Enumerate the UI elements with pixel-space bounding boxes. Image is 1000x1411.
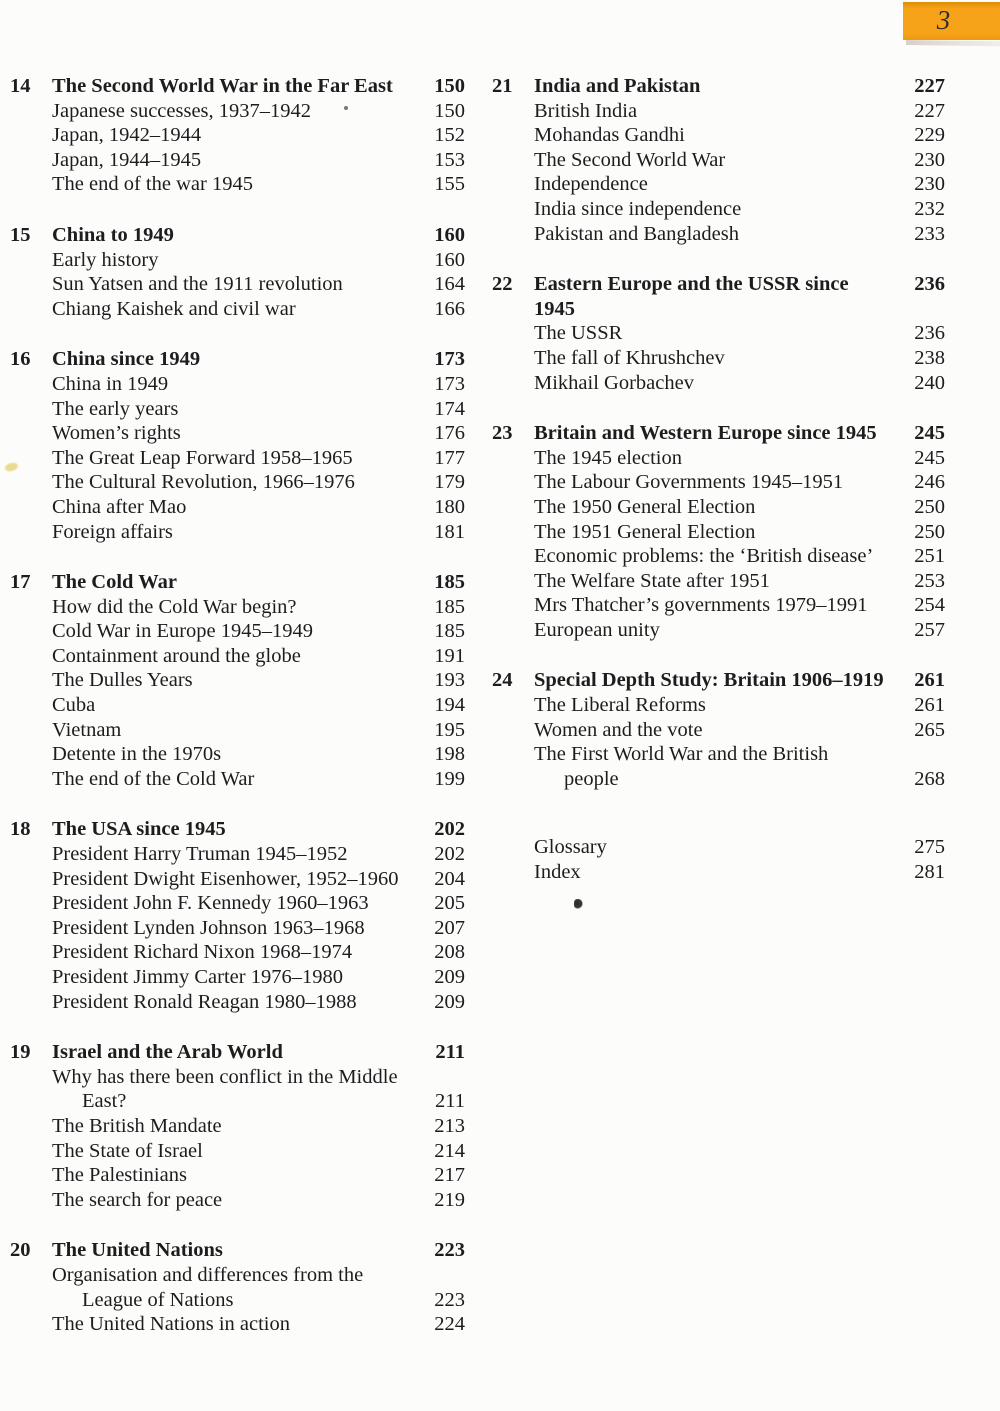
- toc-entry-label: Why has there been conflict in the Middle: [52, 1065, 398, 1088]
- toc-entry: [52, 619, 465, 644]
- toc-entry-page: 150: [434, 99, 465, 122]
- toc-entry-page: 202: [434, 843, 465, 866]
- toc-entry-label: Women and the vote: [534, 718, 703, 741]
- toc-entry-label: Japan, 1942–1944: [52, 124, 202, 147]
- toc-entry-label: Japan, 1944–1945: [52, 148, 202, 171]
- toc-entry-label: The 1951 General Election: [534, 520, 756, 543]
- chapter-number: 21: [492, 75, 513, 97]
- toc-entry-label: Israel and the Arab World: [52, 1041, 283, 1064]
- toc-chapter: [492, 272, 945, 395]
- toc-entry-label: The State of Israel: [52, 1139, 203, 1162]
- toc-entry: [52, 990, 465, 1015]
- toc-chapter: [492, 74, 945, 246]
- toc-entry-label: The 1945 election: [534, 446, 683, 469]
- toc-entry: [534, 272, 945, 321]
- toc-chapter: [10, 1238, 465, 1336]
- toc-entry: [534, 718, 945, 743]
- toc-entry: [534, 544, 945, 569]
- toc-entry-label: The end of the war 1945: [52, 173, 253, 196]
- toc-entry-label: President Dwight Eisenhower, 1952–1960: [52, 867, 399, 890]
- toc-entry-label: The Cold War: [52, 571, 177, 594]
- toc-entry-page: 185: [434, 620, 465, 643]
- toc-entry: [52, 520, 465, 545]
- toc-entry: [52, 1188, 465, 1213]
- toc-entry-label: Japanese successes, 1937–1942: [52, 99, 312, 122]
- toc-entry-page: 198: [434, 743, 465, 766]
- toc-entry-label: East?: [82, 1090, 127, 1113]
- toc-entry-label: President Ronald Reagan 1980–1988: [52, 990, 357, 1013]
- toc-entry-label: President Richard Nixon 1968–1974: [52, 941, 353, 964]
- toc-entry-label: How did the Cold War begin?: [52, 595, 297, 618]
- toc-entry-label: League of Nations: [82, 1288, 234, 1311]
- toc-entry: [52, 1288, 465, 1313]
- chapter-number: 17: [10, 571, 31, 594]
- toc-entry-page: 261: [914, 694, 945, 717]
- toc-entry-page: 179: [434, 471, 465, 494]
- ink-dot: [344, 106, 348, 110]
- toc-entry: [534, 197, 945, 222]
- toc-entry-page: 150: [434, 75, 465, 97]
- toc-entry-label: Glossary: [534, 836, 607, 859]
- toc-entry-page: 261: [914, 669, 945, 692]
- toc-entry: [52, 495, 465, 520]
- toc-entry-page: 219: [434, 1188, 465, 1211]
- toc-entry-label: The United Nations: [52, 1239, 223, 1262]
- toc-entry-page: 254: [914, 594, 945, 617]
- toc-entry-page: 166: [434, 297, 465, 320]
- toc-chapter: [10, 817, 465, 1014]
- toc-entry-label: Containment around the globe: [52, 644, 301, 667]
- chapter-number: 19: [10, 1041, 31, 1064]
- toc-entry-label: President Lynden Johnson 1963–1968: [52, 916, 365, 939]
- toc-entry: [534, 693, 945, 718]
- toc-entry: [52, 718, 465, 743]
- toc-entry-label: The United Nations in action: [52, 1313, 290, 1336]
- toc-entry: [52, 644, 465, 669]
- toc-chapter: [10, 1040, 465, 1212]
- toc-entry: [52, 397, 465, 422]
- toc-entry-page: 207: [434, 916, 465, 939]
- toc-entry-label: China to 1949: [52, 223, 174, 246]
- toc-chapter: [10, 223, 465, 321]
- toc-entry: [534, 495, 945, 520]
- toc-entry-label: Special Depth Study: Britain 1906–1919: [534, 669, 884, 692]
- toc-entry-page: 275: [914, 836, 945, 859]
- toc-entry-label: Pakistan and Bangladesh: [534, 222, 739, 245]
- toc-entry: [52, 693, 465, 718]
- toc-entry-page: 240: [914, 371, 945, 394]
- toc-entry-page: 230: [914, 173, 945, 196]
- toc-entry: [52, 446, 465, 471]
- toc-entry-label: The Dulles Years: [52, 669, 193, 692]
- toc-entry: [52, 965, 465, 990]
- toc-entry-page: 250: [914, 520, 945, 543]
- toc-entry-page: 173: [434, 348, 465, 371]
- toc-entry: [52, 470, 465, 495]
- toc-entry-label: China after Mao: [52, 495, 187, 518]
- toc-entry: [52, 272, 465, 297]
- chapter-number: 16: [10, 348, 31, 371]
- toc-entry-label: Vietnam: [52, 718, 122, 741]
- chapter-number: 23: [492, 422, 513, 445]
- toc-entry-page: 246: [914, 471, 945, 494]
- toc-entry-page: 251: [914, 545, 945, 568]
- toc-entry: [534, 321, 945, 346]
- toc-entry-label: Early history: [52, 248, 159, 271]
- toc-entry: [534, 446, 945, 471]
- toc-column-right: [492, 74, 945, 885]
- toc-entry-label: people: [564, 767, 619, 790]
- toc-entry-page: 230: [914, 148, 945, 171]
- toc-entry-label: Independence: [534, 173, 648, 196]
- toc-entry-label: President John F. Kennedy 1960–1963: [52, 892, 369, 915]
- toc-entry-page: 176: [434, 422, 465, 445]
- toc-entry-page: 185: [434, 571, 465, 594]
- toc-entry-page: 174: [434, 397, 465, 420]
- toc-entry: [52, 891, 465, 916]
- toc-entry: [52, 74, 465, 99]
- toc-entry: [52, 223, 465, 248]
- toc-entry-page: 177: [434, 446, 465, 469]
- toc-entry-page: 199: [434, 767, 465, 790]
- toc-entry: [52, 595, 465, 620]
- toc-entry-label: The British Mandate: [52, 1114, 222, 1137]
- toc-entry-label: Cuba: [52, 694, 96, 717]
- toc-entry-page: 185: [434, 595, 465, 618]
- toc-entry-page: 224: [434, 1313, 465, 1336]
- toc-entry-label: Organisation and differences from the: [52, 1263, 364, 1286]
- toc-entry-page: 202: [434, 818, 465, 841]
- toc-entry-page: 193: [434, 669, 465, 692]
- toc-entry-page: 281: [914, 861, 945, 884]
- toc-entry-page: 213: [434, 1114, 465, 1137]
- toc-entry-label: The 1950 General Election: [534, 495, 756, 518]
- toc-entry: [52, 123, 465, 148]
- toc-entry-page: 153: [434, 148, 465, 171]
- toc-entry-page: 194: [434, 694, 465, 717]
- toc-entry-label: The Second World War: [534, 148, 726, 171]
- toc-entry-page: 180: [434, 495, 465, 518]
- toc-entry-label: European unity: [534, 618, 660, 641]
- toc-entry: [52, 1089, 465, 1114]
- toc-entry-label: Mohandas Gandhi: [534, 124, 685, 147]
- toc-entry-page: 205: [434, 892, 465, 915]
- toc-entry-label: Chiang Kaishek and civil war: [52, 297, 296, 320]
- toc-entry-page: 164: [434, 273, 465, 296]
- toc-entry-label: India and Pakistan: [534, 75, 701, 97]
- toc-entry-label: Sun Yatsen and the 1911 revolution: [52, 273, 343, 296]
- toc-entry-page: 245: [914, 422, 945, 445]
- toc-entry: [534, 593, 945, 618]
- toc-entry-label: President Harry Truman 1945–1952: [52, 843, 348, 866]
- toc-column-left: [10, 74, 465, 1363]
- ink-speck: [574, 899, 583, 909]
- chapter-number: 18: [10, 818, 31, 841]
- chapter-number: 24: [492, 669, 513, 692]
- toc-entry: [52, 867, 465, 892]
- toc-entry: [52, 1163, 465, 1188]
- toc-entry: [52, 99, 465, 124]
- toc-entry-page: 229: [914, 124, 945, 147]
- toc-entry-page: 155: [434, 173, 465, 196]
- toc-entry: [534, 346, 945, 371]
- toc-entry-label: Mrs Thatcher’s governments 1979–1991: [534, 594, 868, 617]
- toc-entry-label: Women’s rights: [52, 422, 181, 445]
- chapter-number: 20: [10, 1239, 31, 1262]
- toc-entry-page: 233: [914, 222, 945, 245]
- toc-entry: [534, 520, 945, 545]
- toc-entry-page: 211: [435, 1041, 465, 1064]
- toc-entry: [52, 172, 465, 197]
- toc-entry-label: Cold War in Europe 1945–1949: [52, 620, 314, 643]
- toc-entry-label: Detente in the 1970s: [52, 743, 222, 766]
- toc-entry-page: 160: [434, 248, 465, 271]
- toc-entry-page: 204: [434, 867, 465, 890]
- toc-entry-label: Eastern Europe and the USSR since 1945: [534, 273, 849, 320]
- toc-entry-page: 208: [434, 941, 465, 964]
- toc-entry-page: 245: [914, 446, 945, 469]
- toc-entry-page: 253: [914, 569, 945, 592]
- toc-entry-label: India since independence: [534, 197, 742, 220]
- toc-entry-page: 181: [434, 520, 465, 543]
- toc-entry: [52, 1114, 465, 1139]
- toc-entry-label: Mikhail Gorbachev: [534, 371, 694, 394]
- chapter-number: 22: [492, 273, 513, 296]
- toc-entry-label: The Palestinians: [52, 1164, 187, 1187]
- toc-entry-page: 195: [434, 718, 465, 741]
- toc-entry: [52, 570, 465, 595]
- toc-entry: [52, 421, 465, 446]
- toc-entry: [534, 569, 945, 594]
- toc-entry: [52, 767, 465, 792]
- chapter-number: 15: [10, 223, 31, 246]
- toc-entry: [534, 470, 945, 495]
- toc-entry-page: 236: [914, 322, 945, 345]
- toc-entry: [52, 842, 465, 867]
- toc-entry-page: 268: [914, 767, 945, 790]
- toc-entry-page: 227: [914, 99, 945, 122]
- toc-entry-label: The First World War and the British: [534, 743, 829, 766]
- toc-entry-page: 223: [434, 1288, 465, 1311]
- toc-entry: [52, 940, 465, 965]
- toc-entry: [52, 742, 465, 767]
- toc-entry: [534, 99, 945, 124]
- toc-entry-label: Britain and Western Europe since 1945: [534, 422, 877, 445]
- toc-entry: [52, 1139, 465, 1164]
- toc-entry-page: 227: [914, 75, 945, 97]
- tab-shadow: [906, 40, 1000, 46]
- toc-entry-label: The USA since 1945: [52, 818, 226, 841]
- toc-entry: [534, 371, 945, 396]
- toc-entry: [534, 123, 945, 148]
- toc-entry-label: Index: [534, 861, 581, 884]
- backmatter: [492, 835, 945, 884]
- toc-entry-label: The Great Leap Forward 1958–1965: [52, 446, 353, 469]
- toc-entry-label: The Cultural Revolution, 1966–1976: [52, 471, 355, 494]
- toc-entry-label: Foreign affairs: [52, 520, 173, 543]
- toc-entry-page: 217: [434, 1164, 465, 1187]
- toc-entry-page: 211: [435, 1090, 465, 1113]
- toc-entry-page: 191: [434, 644, 465, 667]
- toc-entry: [534, 835, 945, 860]
- toc-entry: [534, 860, 945, 885]
- toc-entry: [52, 372, 465, 397]
- toc-entry-page: 223: [434, 1239, 465, 1262]
- toc-entry-label: China in 1949: [52, 372, 169, 395]
- toc-entry-label: The search for peace: [52, 1188, 223, 1211]
- toc-entry: [52, 297, 465, 322]
- toc-entry-label: Economic problems: the ‘British disease’: [534, 545, 874, 568]
- toc-entry-page: 232: [914, 197, 945, 220]
- toc-entry: [52, 1065, 465, 1090]
- toc-entry: [52, 916, 465, 941]
- toc-entry: [534, 74, 945, 99]
- toc-entry: [52, 1040, 465, 1065]
- toc-entry: [52, 668, 465, 693]
- toc-entry: [534, 618, 945, 643]
- toc-chapter: [10, 74, 465, 197]
- page-number: 3: [936, 5, 951, 35]
- toc-entry-label: The early years: [52, 397, 179, 420]
- toc-entry-label: The USSR: [534, 322, 623, 345]
- toc-entry-page: 236: [914, 273, 945, 296]
- toc-entry-label: The Liberal Reforms: [534, 694, 706, 717]
- chapter-number: 14: [10, 75, 31, 97]
- toc-entry: [52, 1263, 465, 1288]
- toc-entry-label: British India: [534, 99, 638, 122]
- toc-chapter: [10, 570, 465, 791]
- toc-entry: [52, 1238, 465, 1263]
- toc-entry-label: The fall of Khrushchev: [534, 346, 725, 369]
- toc-entry: [52, 347, 465, 372]
- toc-entry-page: 238: [914, 346, 945, 369]
- toc-entry-page: 250: [914, 495, 945, 518]
- toc-entry: [534, 421, 945, 446]
- page-number-tab: [903, 2, 1000, 40]
- toc-entry-page: 209: [434, 990, 465, 1013]
- toc-entry-page: 265: [914, 718, 945, 741]
- toc-entry: [534, 148, 945, 173]
- toc-entry: [534, 222, 945, 247]
- toc-chapter: [492, 421, 945, 642]
- toc-entry-label: China since 1949: [52, 348, 201, 371]
- toc-chapter: [492, 668, 945, 791]
- toc-entry-label: The Welfare State after 1951: [534, 569, 770, 592]
- toc-entry: [534, 742, 945, 767]
- toc-chapter: [10, 347, 465, 544]
- toc-entry: [52, 148, 465, 173]
- toc-entry-page: 209: [434, 966, 465, 988]
- toc-entry: [534, 668, 945, 693]
- toc-entry: [534, 767, 945, 792]
- toc-entry: [534, 172, 945, 197]
- toc-entry-page: 173: [434, 372, 465, 395]
- toc-entry-page: 214: [434, 1139, 465, 1162]
- toc-entry-label: The end of the Cold War: [52, 767, 255, 790]
- toc-entry-page: 257: [914, 618, 945, 641]
- toc-entry: [52, 1312, 465, 1337]
- toc-entry-page: 160: [434, 223, 465, 246]
- toc-entry: [52, 248, 465, 273]
- toc-entry: [52, 817, 465, 842]
- toc-entry-label: The Second World War in the Far East: [52, 75, 393, 97]
- toc-entry-page: 152: [434, 124, 465, 147]
- toc-entry-label: President Jimmy Carter 1976–1980: [52, 966, 343, 988]
- toc-entry-label: The Labour Governments 1945–1951: [534, 471, 844, 494]
